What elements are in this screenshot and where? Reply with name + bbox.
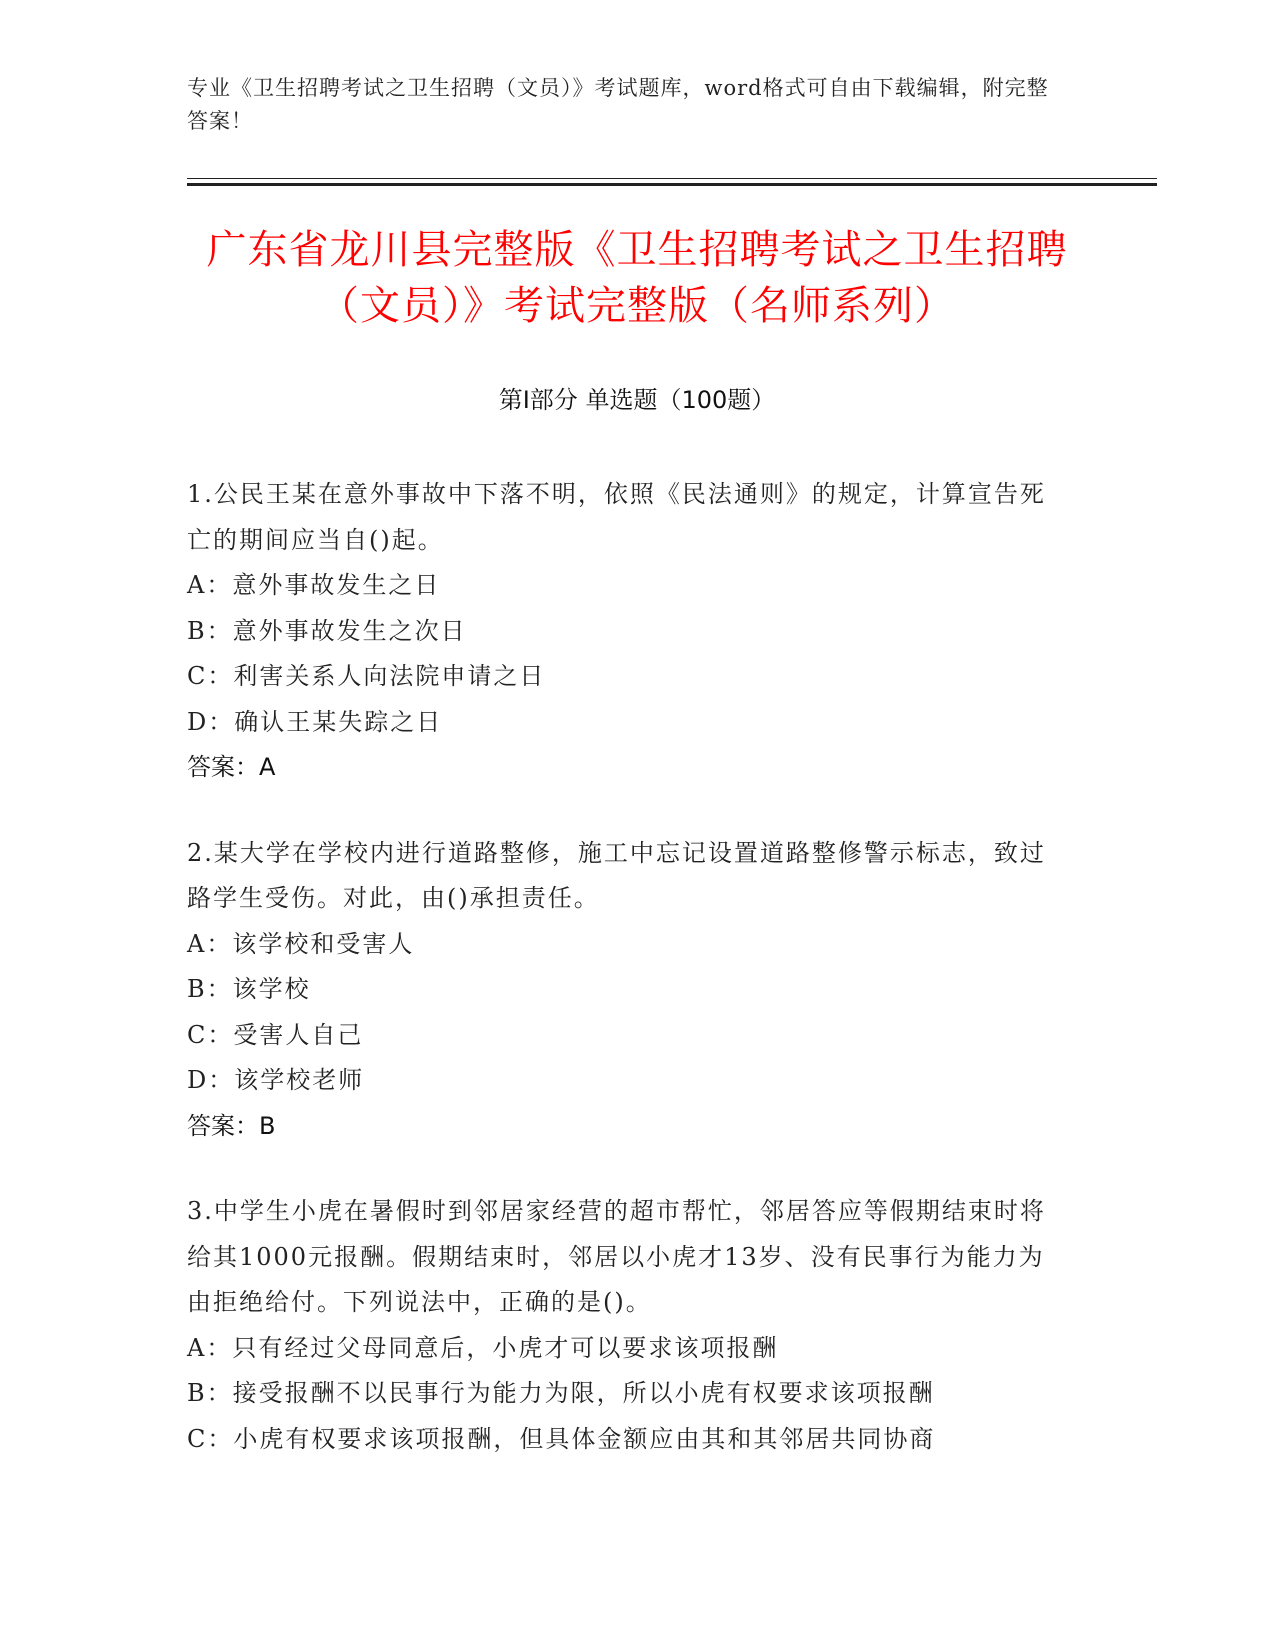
option-a: A：意外事故发生之日 bbox=[187, 571, 441, 599]
option-c: C：小虎有权要求该项报酬，但具体金额应由其和其邻居共同协商 bbox=[187, 1424, 936, 1453]
question-stem: 3.中学生小虎在暑假时到邻居家经营的超市帮忙，邻居答应等假期结束时将给其1000元报酬。假期结束时，邻居以小虎才13岁、没有民事行为能力为由拒绝给付。下列说法中，正确的是()。 bbox=[187, 1197, 1046, 1316]
option-b: B：意外事故发生之次日 bbox=[187, 616, 467, 645]
header-divider-thick bbox=[187, 183, 1157, 186]
option-a: A：该学校和受害人 bbox=[187, 929, 415, 958]
header-divider-thin bbox=[187, 178, 1157, 179]
question-stem: 1.公民王某在意外事故中下落不明，依照《民法通则》的规定，计算宣告死亡的期间应当自()起。 bbox=[187, 480, 1046, 554]
option-d: D：该学校老师 bbox=[187, 1066, 365, 1094]
section-title: 第Ⅰ部分 单选题（100题） bbox=[498, 386, 776, 414]
question-3 bbox=[187, 1189, 1067, 1462]
answer: 答案：A bbox=[187, 753, 276, 781]
option-d: D：确认王某失踪之日 bbox=[187, 707, 443, 736]
question-stem: 2.某大学在学校内进行道路整修，施工中忘记设置道路整修警示标志，致过路学生受伤。对此，由()承担责任。 bbox=[187, 838, 1046, 912]
answer: 答案：B bbox=[187, 1111, 276, 1140]
header-note: 专业《卫生招聘考试之卫生招聘（文员）》考试题库，word格式可自由下载编辑，附完整答案！ bbox=[187, 76, 1049, 133]
option-a: A：只有经过父母同意后，小虎才可以要求该项报酬 bbox=[187, 1333, 779, 1362]
option-b: B：该学校 bbox=[187, 975, 311, 1003]
option-b: B：接受报酬不以民事行为能力为限，所以小虎有权要求该项报酬 bbox=[187, 1379, 935, 1407]
document-title: 广东省龙川县完整版《卫生招聘考试之卫生招聘（文员）》考试完整版（名师系列） bbox=[206, 227, 1068, 329]
question-list bbox=[187, 472, 1067, 1502]
question-2 bbox=[187, 831, 1067, 1150]
option-c: C：受害人自己 bbox=[187, 1020, 364, 1049]
question-1 bbox=[187, 472, 1067, 791]
option-c: C：利害关系人向法院申请之日 bbox=[187, 662, 546, 690]
